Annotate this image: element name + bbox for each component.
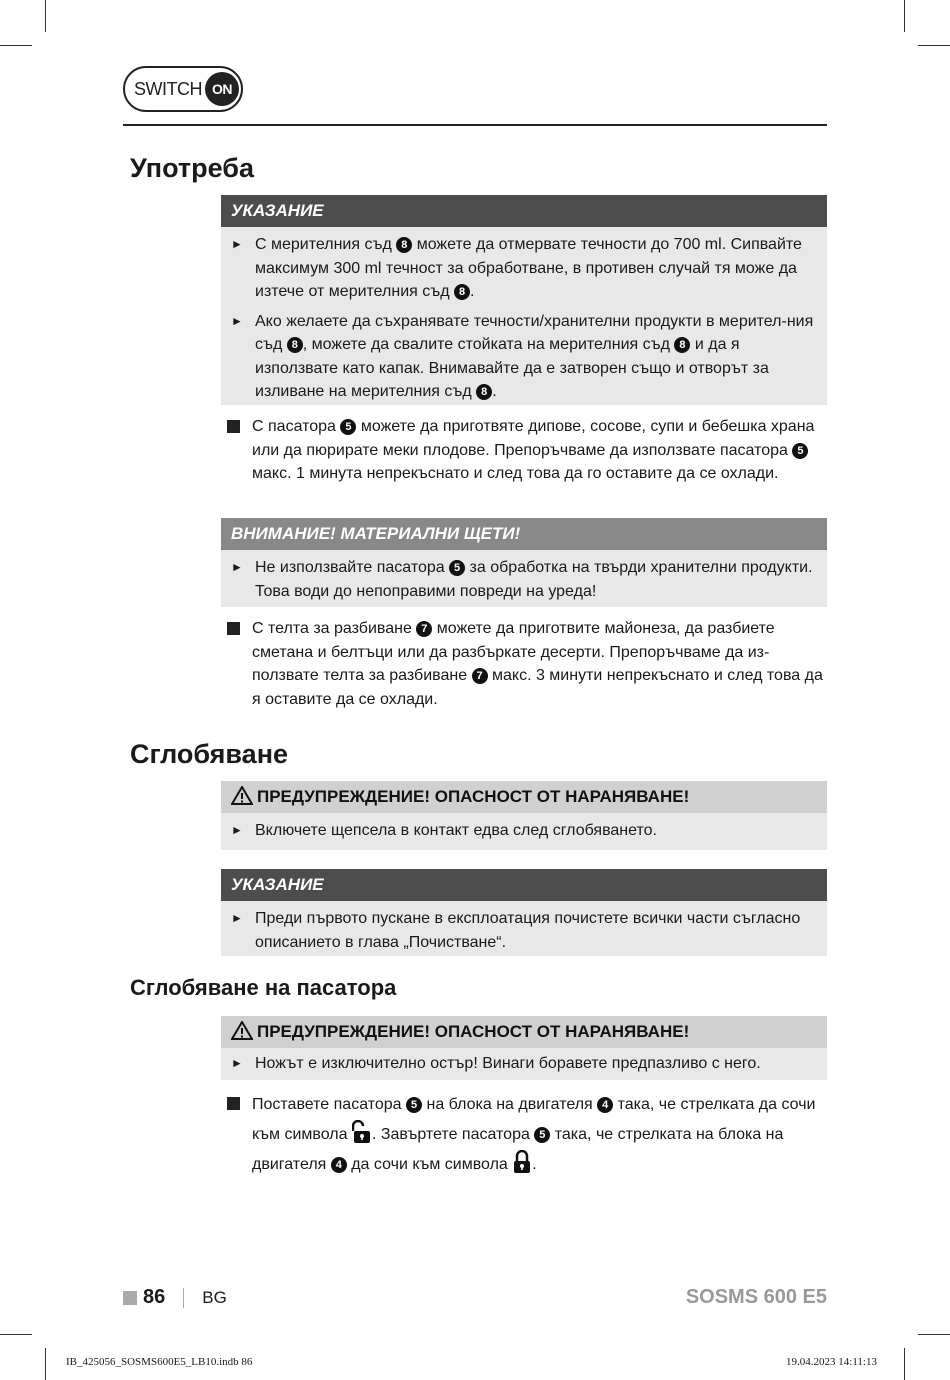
warning-header-text: ПРЕДУПРЕЖДЕНИЕ! ОПАСНОСТ ОТ НАРАНЯВАНЕ! — [257, 787, 690, 806]
caution-item — [221, 550, 827, 603]
note-header: УКАЗАНИЕ — [221, 195, 827, 227]
section-title-usage: Употреба — [130, 153, 254, 183]
warning-box — [221, 781, 827, 850]
ref-number-badge: 5 — [449, 560, 465, 576]
warning-item — [221, 813, 827, 843]
warning-box — [221, 1016, 827, 1080]
page-number: 86 — [143, 1286, 166, 1308]
warning-header — [221, 781, 827, 813]
caution-header: ВНИМАНИЕ! МАТЕРИАЛНИ ЩЕТИ! — [221, 518, 827, 550]
text: макс. 3 минути непрекъснато и след това да я оставите да се охлади. — [252, 667, 823, 708]
arrow-bullet-icon: ► — [231, 911, 243, 925]
text: С телта за разбиване — [252, 620, 417, 637]
warning-item — [221, 1048, 827, 1076]
ref-number-badge: 8 — [476, 384, 492, 400]
warning-header-text: ПРЕДУПРЕЖДЕНИЕ! ОПАСНОСТ ОТ НАРАНЯВАНЕ! — [257, 1022, 690, 1041]
brand-logo — [123, 66, 243, 112]
ref-number-badge: 7 — [472, 668, 488, 684]
text: и да я използвате като капак. Внимавайте да е затворен също и отворът за изливане на мерителния съд — [255, 336, 769, 400]
section-title-assembly: Сглобяване — [130, 739, 289, 769]
crop-mark — [0, 1334, 32, 1335]
text: можете да приготвите майонеза, да разбиете сметана и белтъци или да разбъркате десерти. Препоръчваме да из-ползвате телта за разбиване — [252, 620, 775, 684]
text: така, че стрелката да сочи към символа — [252, 1096, 816, 1143]
text: да сочи към символа — [346, 1156, 513, 1173]
logo-on-badge: ON — [205, 72, 239, 106]
arrow-bullet-icon: ► — [231, 313, 243, 328]
text: , можете да свалите стойката на мерителния съд — [302, 336, 675, 353]
ref-number-badge: 7 — [416, 621, 432, 637]
footer-divider — [183, 1288, 184, 1308]
arrow-bullet-icon: ► — [231, 1056, 243, 1070]
ref-number-badge: 8 — [287, 337, 303, 353]
ref-number-badge: 5 — [340, 419, 356, 435]
paragraph-blender — [252, 415, 827, 486]
crop-mark — [918, 1334, 950, 1335]
text: . Завъртете пасатора — [371, 1126, 535, 1143]
unlocked-padlock-icon — [352, 1120, 372, 1144]
note-item — [221, 304, 827, 404]
text: Не използвайте пасатора — [255, 559, 450, 576]
crop-mark — [0, 45, 32, 46]
ref-number-badge: 8 — [674, 337, 690, 353]
text: Включете щепсела в контакт едва след сглобяването. — [255, 822, 657, 839]
arrow-bullet-icon: ► — [231, 237, 243, 251]
language-code: BG — [202, 1287, 227, 1307]
text: за обработка на твърди хранителни продукти. Това води до непоправими повреди на уреда! — [255, 559, 813, 600]
text: можете да отмервате течности до 700 ml. Сипвайте максимум 300 ml течност за обработване, в противен случай тя може да изтече от мерителния съд — [255, 236, 802, 300]
text: макс. 1 минута непрекъснато и след това да го оставите да се охлади. — [252, 465, 779, 482]
note-box — [221, 869, 827, 956]
logo-text: SWITCH — [134, 78, 202, 99]
crop-mark — [904, 1348, 905, 1380]
note-header: УКАЗАНИЕ — [221, 869, 827, 901]
crop-mark — [918, 45, 950, 46]
page-footer — [123, 1286, 227, 1309]
crop-mark — [45, 1348, 46, 1380]
footer-square-icon — [123, 1291, 137, 1305]
warning-header — [221, 1016, 827, 1048]
warning-triangle-icon — [231, 1021, 253, 1040]
text: Ако желаете да съхранявате течности/хранителни продукти в мерител-ния съд — [255, 312, 814, 353]
crop-mark — [45, 0, 46, 32]
text: Ножът е изключително остър! Винаги боравете предпазливо с него. — [255, 1055, 761, 1072]
note-item — [221, 227, 827, 304]
ref-number-badge: 5 — [406, 1097, 422, 1113]
ref-number-badge: 4 — [597, 1097, 613, 1113]
text: . — [470, 283, 475, 300]
arrow-bullet-icon: ► — [231, 560, 243, 574]
paragraph-assembly — [252, 1090, 827, 1180]
square-bullet-icon — [227, 1097, 240, 1110]
square-bullet-icon — [227, 622, 240, 635]
locked-padlock-icon — [512, 1150, 532, 1174]
text: . — [492, 383, 497, 400]
text: Преди първото пускане в експлоатация почистете всички части съгласно описанието в глава „Почистване“. — [255, 910, 801, 951]
text: . — [532, 1156, 537, 1173]
text: на блока на двигателя — [422, 1096, 598, 1113]
note-box — [221, 195, 827, 405]
subsection-title: Сглобяване на пасатора — [130, 975, 397, 1000]
note-item — [221, 901, 827, 954]
header-rule — [123, 124, 827, 126]
ref-number-badge: 5 — [792, 443, 808, 459]
text: С мерителния съд — [255, 236, 397, 253]
caution-box — [221, 518, 827, 607]
warning-triangle-icon — [231, 786, 253, 805]
print-slug-date: 19.04.2023 14:11:13 — [786, 1356, 877, 1368]
text: Поставете пасатора — [252, 1096, 407, 1113]
crop-mark — [904, 0, 905, 32]
model-name: SOSMS 600 E5 — [685, 1286, 827, 1308]
ref-number-badge: 8 — [454, 284, 470, 300]
ref-number-badge: 5 — [534, 1127, 550, 1143]
text: можете да приготвяте дипове, сосове, супи и бебешка храна или да пюрирате меки плодове. Препоръчваме да използвате пасатора — [252, 418, 815, 459]
paragraph-whisk — [252, 617, 827, 711]
ref-number-badge: 4 — [331, 1157, 347, 1173]
text: така, че стрелката на блока на двигателя — [252, 1126, 784, 1173]
print-slug-file: IB_425056_SOSMS600E5_LB10.indb 86 — [66, 1356, 253, 1368]
arrow-bullet-icon: ► — [231, 823, 243, 837]
text: С пасатора — [252, 418, 341, 435]
square-bullet-icon — [227, 420, 240, 433]
ref-number-badge: 8 — [396, 237, 412, 253]
